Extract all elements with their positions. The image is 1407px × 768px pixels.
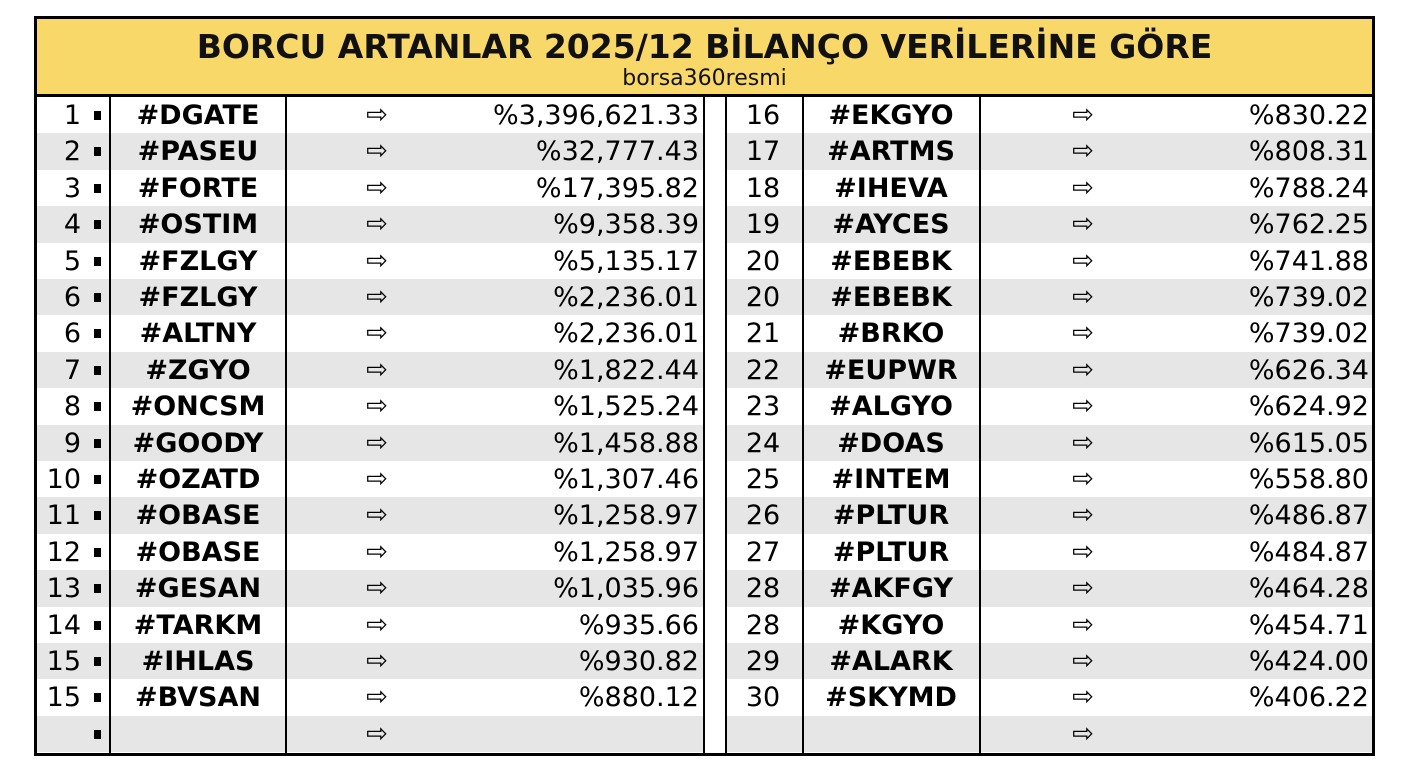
right-arrow-icon: ⇨ [1072, 136, 1094, 167]
ticker-symbol: #OBASE [135, 536, 261, 568]
right-arrow-icon: ⇨ [1072, 209, 1094, 240]
rank-number: 18 [745, 172, 781, 204]
rank-number: 14 [46, 609, 81, 641]
bullet-icon [94, 257, 101, 266]
rank-number: 28 [745, 573, 781, 605]
right-arrow-icon: ⇨ [1072, 536, 1094, 567]
percent-value: %808.31 [1248, 136, 1369, 168]
ticker-symbol: #DGATE [136, 100, 260, 131]
right-arrow-icon: ⇨ [1072, 682, 1094, 713]
rank-number: 8 [63, 391, 81, 423]
bullet-icon [94, 147, 101, 156]
percent-value [1137, 716, 1369, 752]
rank-number: 19 [745, 209, 781, 241]
ticker-symbol: #AKFGY [828, 573, 953, 605]
rank-number: 24 [745, 427, 781, 459]
percent-value: %626.34 [1248, 354, 1369, 386]
percent-value: %558.80 [1248, 464, 1369, 495]
rank-number: 3 [63, 172, 81, 204]
bullet-icon [94, 548, 101, 557]
percent-value: %5,135.17 [553, 245, 699, 277]
page-subtitle: borsa360resmi [622, 66, 787, 91]
right-arrow-icon: ⇨ [1072, 282, 1094, 312]
bullet-icon [94, 693, 101, 702]
right-arrow-icon: ⇨ [366, 209, 388, 240]
ticker-symbol: #ALTNY [139, 318, 257, 350]
rank-number [737, 716, 789, 752]
right-arrow-icon: ⇨ [366, 536, 388, 567]
rank-number: 20 [745, 245, 781, 277]
percent-value: %486.87 [1248, 500, 1369, 532]
percent-value: %424.00 [1248, 646, 1369, 677]
percent-value: %464.28 [1248, 573, 1369, 605]
right-arrow-icon: ⇨ [366, 682, 388, 713]
ticker-symbol: #TARKM [133, 609, 263, 641]
rank-number: 2 [63, 136, 81, 168]
right-arrow-icon: ⇨ [1072, 464, 1094, 494]
percent-value: %1,525.24 [553, 391, 699, 423]
percent-value: %762.25 [1248, 209, 1369, 241]
percent-value: %830.22 [1248, 100, 1369, 131]
ticker-symbol: #SKYMD [825, 682, 957, 714]
rank-number: 12 [46, 536, 81, 568]
percent-value: %2,236.01 [553, 282, 699, 313]
percent-value: %615.05 [1248, 427, 1369, 459]
rank-number: 27 [745, 536, 781, 568]
rank-number: 4 [63, 209, 81, 241]
rank-number: 11 [46, 500, 81, 532]
bullet-icon [94, 584, 101, 593]
ticker-symbol: #INTEM [831, 464, 951, 495]
right-arrow-icon: ⇨ [366, 464, 388, 494]
table-frame [34, 16, 1375, 756]
percent-value: %741.88 [1248, 245, 1369, 277]
right-arrow-icon: ⇨ [366, 172, 388, 203]
right-arrow-icon: ⇨ [1072, 318, 1094, 349]
right-arrow-icon: ⇨ [1072, 427, 1094, 458]
percent-value: %1,258.97 [553, 536, 699, 568]
ticker-symbol: #PLTUR [832, 536, 950, 568]
rank-number: 30 [745, 682, 781, 714]
right-arrow-icon: ⇨ [1072, 500, 1094, 531]
right-arrow-icon: ⇨ [1072, 245, 1094, 276]
rank-number: 16 [745, 100, 781, 131]
percent-value: %1,458.88 [553, 427, 699, 459]
ticker-symbol: #PLTUR [832, 500, 950, 532]
ticker-symbol [111, 716, 285, 752]
bullet-icon [94, 366, 101, 375]
percent-value: %1,307.46 [553, 464, 699, 495]
percent-value: %3,396,621.33 [492, 100, 699, 131]
ticker-symbol: #FZLGY [138, 245, 258, 277]
right-arrow-icon: ⇨ [1072, 100, 1094, 130]
percent-value: %2,236.01 [553, 318, 699, 350]
ticker-symbol: #IHLAS [141, 646, 255, 677]
rank-number: 6 [63, 318, 81, 350]
percent-value: %454.71 [1248, 609, 1369, 641]
percent-value: %1,258.97 [553, 500, 699, 532]
right-arrow-icon: ⇨ [366, 391, 388, 422]
right-arrow-icon: ⇨ [366, 136, 388, 167]
rank-number: 10 [46, 464, 81, 495]
right-arrow-icon: ⇨ [366, 282, 388, 312]
right-arrow-icon: ⇨ [1072, 354, 1094, 385]
ranking-table [37, 97, 1372, 753]
percent-value: %880.12 [578, 682, 699, 714]
rank-number: 17 [745, 136, 781, 168]
ticker-symbol: #DOAS [837, 427, 945, 459]
right-arrow-icon: ⇨ [366, 100, 388, 130]
rank-number: 20 [745, 282, 781, 313]
ticker-symbol [804, 716, 978, 752]
rank-number: 28 [745, 609, 781, 641]
ticker-symbol: #IHEVA [834, 172, 948, 204]
percent-value: %739.02 [1248, 318, 1369, 350]
bullet-icon [94, 730, 101, 739]
ticker-symbol: #GESAN [134, 573, 262, 605]
center-gap [703, 97, 727, 753]
bullet-icon [94, 184, 101, 193]
ticker-symbol: #ARTMS [827, 136, 955, 168]
percent-value: %9,358.39 [553, 209, 699, 241]
right-arrow-icon: ⇨ [366, 609, 388, 640]
rank-number: 15 [46, 646, 81, 677]
bullet-icon [94, 329, 101, 338]
rank-number: 7 [63, 354, 81, 386]
percent-value: %1,822.44 [553, 354, 699, 386]
rank-number: 5 [63, 245, 81, 277]
ticker-symbol: #BRKO [837, 318, 945, 350]
right-arrow-icon: ⇨ [366, 318, 388, 349]
right-arrow-icon: ⇨ [366, 427, 388, 458]
rank-number: 22 [745, 354, 781, 386]
ticker-symbol: #KGYO [837, 609, 945, 641]
ticker-symbol: #OSTIM [137, 209, 259, 241]
right-arrow-icon: ⇨ [1072, 391, 1094, 422]
ticker-symbol: #EKGYO [828, 100, 954, 131]
rank-number: 13 [46, 573, 81, 605]
right-arrow-icon: ⇨ [366, 500, 388, 531]
percent-value: %17,395.82 [535, 172, 699, 204]
rank-number: 23 [745, 391, 781, 423]
ticker-symbol: #EBEBK [830, 245, 952, 277]
ticker-symbol: #FZLGY [138, 282, 258, 313]
col-divider [802, 97, 804, 753]
col-divider [285, 97, 287, 753]
percent-value: %406.22 [1248, 682, 1369, 714]
rank-number: 21 [745, 318, 781, 350]
bullet-icon [94, 220, 101, 229]
bullet-icon [94, 293, 101, 302]
rank-number: 1 [63, 100, 81, 131]
ticker-symbol: #EBEBK [830, 282, 952, 313]
ticker-symbol: #OBASE [135, 500, 261, 532]
ticker-symbol: #GOODY [132, 427, 264, 459]
right-arrow-icon: ⇨ [366, 646, 388, 676]
right-arrow-icon: ⇨ [366, 573, 388, 604]
percent-value: %739.02 [1248, 282, 1369, 313]
ticker-symbol: #ONCSM [130, 391, 266, 423]
percent-value: %32,777.43 [535, 136, 699, 168]
percent-value: %930.82 [578, 646, 699, 677]
right-arrow-icon: ⇨ [1072, 718, 1094, 749]
right-arrow-icon: ⇨ [1072, 609, 1094, 640]
right-arrow-icon: ⇨ [1072, 172, 1094, 203]
bullet-icon [94, 657, 101, 666]
ticker-symbol: #FORTE [137, 172, 259, 204]
rank-number: 15 [46, 682, 81, 714]
ticker-symbol: #PASEU [137, 136, 259, 168]
rank-number: 26 [745, 500, 781, 532]
rank-number: 6 [63, 282, 81, 313]
bullet-icon [94, 111, 101, 120]
percent-value: %935.66 [578, 609, 699, 641]
col-divider [979, 97, 981, 753]
bullet-icon [94, 439, 101, 448]
percent-value [467, 716, 699, 752]
bullet-icon [94, 511, 101, 520]
right-arrow-icon: ⇨ [1072, 573, 1094, 604]
ticker-symbol: #ZGYO [145, 354, 251, 386]
ticker-symbol: #ALARK [829, 646, 953, 677]
ticker-symbol: #BVSAN [135, 682, 261, 714]
ticker-symbol: #OZATD [135, 464, 261, 495]
rank-number: 9 [63, 427, 81, 459]
bullet-icon [94, 475, 101, 484]
right-arrow-icon: ⇨ [366, 354, 388, 385]
bullet-icon [94, 402, 101, 411]
percent-value: %788.24 [1248, 172, 1369, 204]
rank-number: 29 [745, 646, 781, 677]
ticker-symbol: #AYCES [832, 209, 950, 241]
right-arrow-icon: ⇨ [366, 245, 388, 276]
right-arrow-icon: ⇨ [366, 718, 388, 749]
right-arrow-icon: ⇨ [1072, 646, 1094, 676]
rank-number [37, 716, 81, 752]
percent-value: %624.92 [1248, 391, 1369, 423]
percent-value: %484.87 [1248, 536, 1369, 568]
rank-number: 25 [745, 464, 781, 495]
percent-value: %1,035.96 [553, 573, 699, 605]
page-title: BORCU ARTANLAR 2025/12 BİLANÇO VERİLERİNE GÖRE [196, 27, 1213, 66]
table-header [37, 19, 1372, 97]
bullet-icon [94, 621, 101, 630]
ticker-symbol: #EUPWR [824, 354, 958, 386]
col-divider [109, 97, 111, 753]
ticker-symbol: #ALGYO [829, 391, 953, 423]
